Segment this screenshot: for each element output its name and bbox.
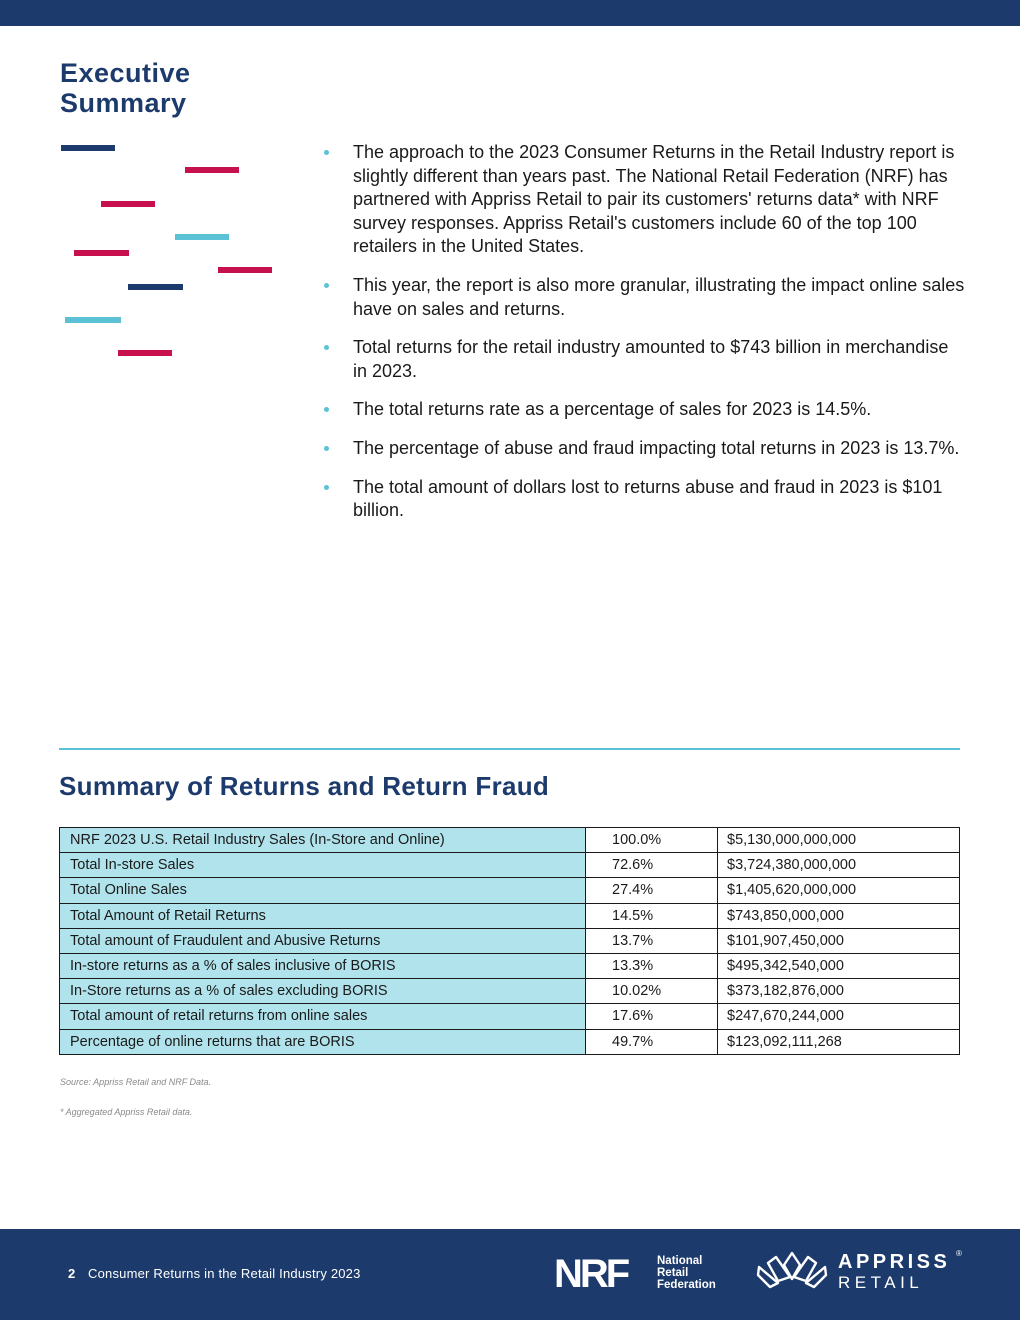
row-amount: $247,670,244,000 — [718, 1004, 960, 1029]
decor-dash — [101, 201, 155, 207]
source-note: Source: Appriss Retail and NRF Data. — [60, 1077, 212, 1087]
row-amount: $5,130,000,000,000 — [718, 828, 960, 853]
bullet-text: This year, the report is also more granular, illustrating the impact online sales have on sales and returns. — [353, 274, 965, 319]
bullet-text: The approach to the 2023 Consumer Returns in the Retail Industry report is slightly different than years past. The National Retail Federation (NRF) has partnered with Appriss Retail to pair its customers' returns data* with NRF survey responses. Appriss Retail's customers include 60 of the top 100 retailers in the United States. — [353, 142, 955, 257]
footer-publication-title: Consumer Returns in the Retail Industry 2023 — [88, 1266, 361, 1281]
table-row — [60, 853, 960, 878]
decor-dash — [175, 234, 229, 240]
table-row — [60, 1029, 960, 1054]
row-percentage: 17.6% — [586, 1004, 718, 1029]
decor-dash — [74, 250, 129, 256]
row-percentage: 27.4% — [586, 878, 718, 903]
table-row — [60, 1004, 960, 1029]
row-label: In-store returns as a % of sales inclusive of BORIS — [60, 953, 586, 978]
bullet-item — [322, 398, 967, 422]
section-divider — [59, 748, 960, 750]
table-row — [60, 953, 960, 978]
row-label: Total In-store Sales — [60, 853, 586, 878]
row-amount: $373,182,876,000 — [718, 979, 960, 1004]
returns-summary-table — [59, 827, 960, 1055]
row-amount: $3,724,380,000,000 — [718, 853, 960, 878]
decor-dash — [118, 350, 172, 356]
bullet-dot-icon — [324, 345, 329, 350]
table-row — [60, 903, 960, 928]
decor-dash — [185, 167, 239, 173]
row-label: Total amount of Fraudulent and Abusive Returns — [60, 928, 586, 953]
summary-section-title: Summary of Returns and Return Fraud — [59, 771, 550, 801]
decor-dash — [128, 284, 183, 290]
executive-summary-bullets — [322, 141, 967, 538]
nrf-word: Retail — [657, 1267, 689, 1279]
executive-summary-title — [60, 58, 280, 118]
appriss-subtitle: RETAIL — [838, 1273, 924, 1292]
nrf-logo — [554, 1252, 734, 1296]
nrf-logo-words — [657, 1255, 716, 1291]
bullet-text: The total amount of dollars lost to returns abuse and fraud in 2023 is $101 billion. — [353, 476, 943, 521]
bullet-dot-icon — [324, 150, 329, 155]
bullet-text: Total returns for the retail industry amounted to $743 billion in merchandise in 2023. — [353, 337, 949, 381]
row-label: Percentage of online returns that are BORIS — [60, 1029, 586, 1054]
row-label: Total amount of retail returns from online sales — [60, 1004, 586, 1029]
row-percentage: 49.7% — [586, 1029, 718, 1054]
row-percentage: 10.02% — [586, 979, 718, 1004]
bullet-text: The percentage of abuse and fraud impacting total returns in 2023 is 13.7%. — [353, 437, 960, 458]
page-footer — [0, 1229, 1020, 1320]
appriss-wordmark: APPRISS — [838, 1251, 951, 1273]
footnote: * Aggregated Appriss Retail data. — [60, 1107, 193, 1117]
nrf-word: National — [657, 1255, 703, 1267]
row-label: NRF 2023 U.S. Retail Industry Sales (In-Store and Online) — [60, 828, 586, 853]
row-amount: $1,405,620,000,000 — [718, 878, 960, 903]
nrf-logo-mark: NRF — [554, 1252, 628, 1296]
row-amount: $123,092,111,268 — [718, 1029, 960, 1054]
lotus-icon — [756, 1249, 828, 1291]
bullet-item — [322, 476, 967, 523]
title-line-1: Executive — [60, 58, 191, 88]
bullet-dot-icon — [324, 485, 329, 490]
row-amount: $743,850,000,000 — [718, 903, 960, 928]
row-percentage: 13.3% — [586, 953, 718, 978]
bullet-dot-icon — [324, 407, 329, 412]
decor-dash — [218, 267, 272, 273]
row-label: Total Amount of Retail Returns — [60, 903, 586, 928]
row-amount: $495,342,540,000 — [718, 953, 960, 978]
table-row — [60, 979, 960, 1004]
appriss-retail-logo — [756, 1247, 966, 1297]
nrf-word: Federation — [657, 1279, 716, 1291]
decor-dash — [61, 145, 115, 151]
bullet-item — [322, 274, 967, 321]
bullet-item — [322, 437, 967, 461]
bullet-item — [322, 141, 967, 259]
row-percentage: 100.0% — [586, 828, 718, 853]
title-line-2: Summary — [60, 88, 187, 118]
top-accent-bar — [0, 0, 1020, 26]
row-percentage: 14.5% — [586, 903, 718, 928]
page-number: 2 — [68, 1266, 76, 1281]
table-row — [60, 878, 960, 903]
row-label: In-Store returns as a % of sales excluding BORIS — [60, 979, 586, 1004]
decor-dash — [65, 317, 121, 323]
row-amount: $101,907,450,000 — [718, 928, 960, 953]
row-percentage: 72.6% — [586, 853, 718, 878]
bullet-dot-icon — [324, 283, 329, 288]
row-percentage: 13.7% — [586, 928, 718, 953]
table-row — [60, 928, 960, 953]
registered-mark: ® — [956, 1249, 962, 1258]
table-row — [60, 828, 960, 853]
row-label: Total Online Sales — [60, 878, 586, 903]
bullet-item — [322, 336, 967, 383]
bullet-text: The total returns rate as a percentage of sales for 2023 is 14.5%. — [353, 399, 872, 420]
bullet-dot-icon — [324, 446, 329, 451]
